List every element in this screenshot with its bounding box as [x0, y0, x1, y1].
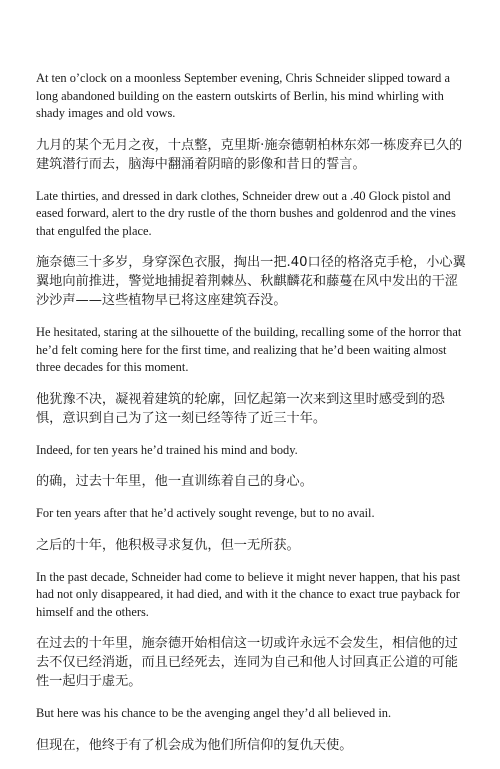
- paragraph-zh-6: 在过去的十年里，施奈德开始相信这一切或许永远不会发生，相信他的过去不仅已经消逝，而且已经死去，连同为自己和他人讨回真正公道的可能性一起归于虚无。: [36, 636, 458, 689]
- paragraph-zh-3: 他犹豫不决，凝视着建筑的轮廓，回忆起第一次来到这里时感受到的恐惧，意识到自己为了这一刻已经等待了近三十年。: [36, 391, 445, 426]
- paragraph-zh-1: 九月的某个无月之夜，十点整，克里斯·施奈德朝柏林东郊一栋废弃已久的建筑潜行而去，脑海中翻涌着阴暗的影像和昔日的誓言。: [36, 137, 463, 172]
- paragraph-en-5: For ten years after that he’d actively sought revenge, but to no avail.: [36, 506, 375, 520]
- paragraph-en-3: He hesitated, staring at the silhouette of the building, recalling some of the horror that he’d felt coming here for the first time, and realizing that he’d been waiting almost three decades for this moment.: [36, 325, 462, 374]
- document-page: [36, 70, 466, 769]
- paragraph-en-6: In the past decade, Schneider had come to believe it might never happen, that his past had not only disappeared, it had died, and with it the chance to exact true payback for himself and the others.: [36, 569, 461, 619]
- paragraph-en-7: But here was his chance to be the avenging angel they’d all believed in.: [36, 706, 392, 720]
- paragraph-en-2: Late thirties, and dressed in dark clothes, Schneider drew out a .40 Glock pistol and eased forward, alert to the dry rustle of the thorn bushes and goldenrod and the vines that engulfed the place.: [36, 188, 456, 238]
- paragraph-en-1: At ten o’clock on a moonless September evening, Chris Schneider slipped toward a long abandoned building on the eastern outskirts of Berlin, his mind whirling with shady images and old vows.: [36, 71, 450, 120]
- paragraph-zh-7: 但现在，他终于有了机会成为他们所信仰的复仇天使。: [36, 737, 353, 753]
- paragraph-zh-4: 的确，过去十年里，他一直训练着自己的身心。: [36, 474, 313, 489]
- paragraph-en-4: Indeed, for ten years he’d trained his mind and body.: [36, 442, 298, 457]
- paragraph-zh-5: 之后的十年，他积极寻求复仇，但一无所获。: [36, 537, 300, 553]
- paragraph-zh-2: 施奈德三十多岁，身穿深色衣服，掏出一把.40口径的格洛克手枪，小心翼翼地向前推进，警觉地捕捉着荆棘丛、秋麒麟花和藤蔓在风中发出的干涩沙沙声——这些植物早已将这座建筑吞没。: [36, 255, 466, 308]
